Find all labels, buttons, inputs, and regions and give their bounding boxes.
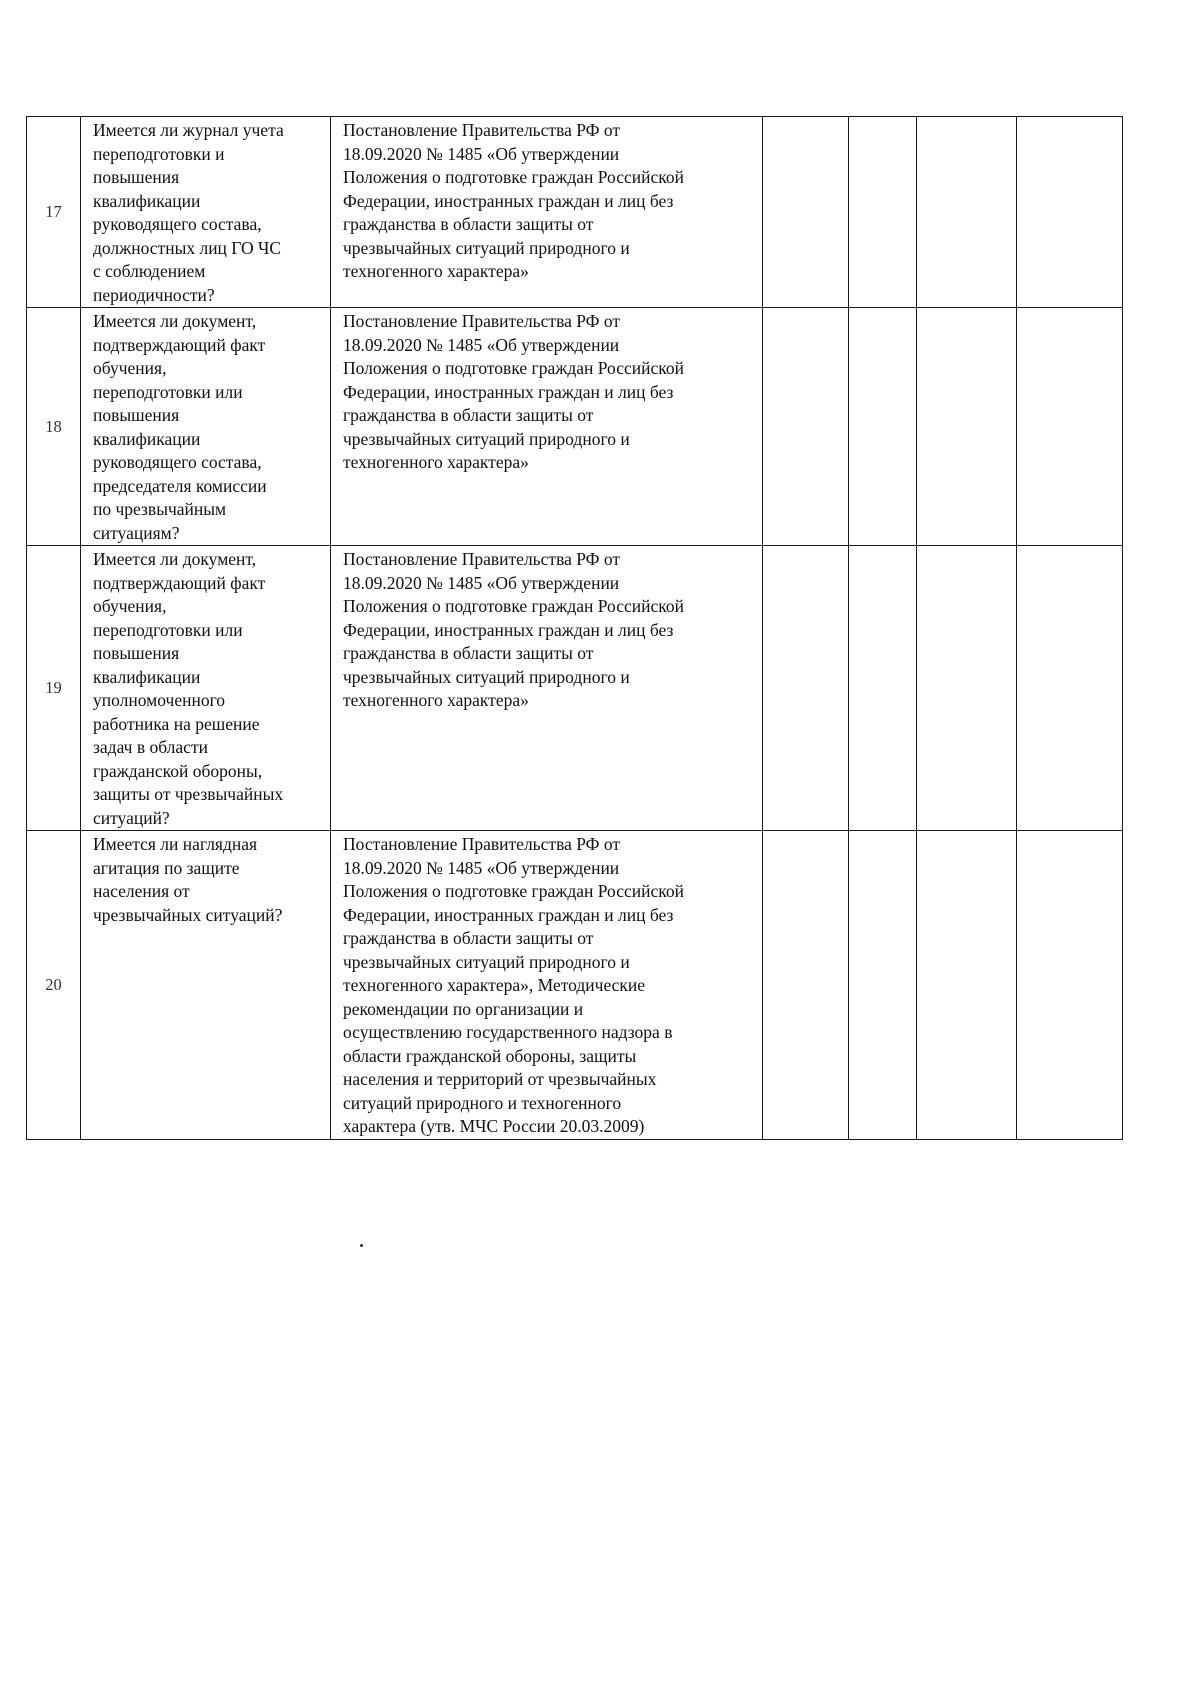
legal-basis-text: Постановление Правительства РФ от 18.09.2020 № 1485 «Об утверждении Положения о подготовке граждан Российской Федерации, иностранных граждан и лиц без гражданства в области защиты от чрезвычайных ситуаций природного и техногенного характера» [343, 120, 684, 281]
question-cell [81, 308, 331, 546]
question-cell [81, 831, 331, 1140]
answer-cell-not-applicable [917, 308, 1017, 546]
legal-basis-cell [331, 117, 763, 308]
table-row [27, 308, 1123, 546]
row-number: 19 [27, 546, 81, 831]
answer-cell-yes [763, 831, 849, 1140]
question-text: Имеется ли наглядная агитация по защите населения от чрезвычайных ситуаций? [93, 834, 283, 925]
legal-basis-text: Постановление Правительства РФ от 18.09.2020 № 1485 «Об утверждении Положения о подготовке граждан Российской Федерации, иностранных граждан и лиц без гражданства в области защиты от чрезвычайных ситуаций природного и техногенного характера», Методические рекомендации по организации и осуществлению государственного надзора в области гражданской обороны, защиты населения и территорий от чрезвычайных ситуаций природного и техногенного характера (утв. МЧС России 20.03.2009) [343, 834, 684, 1136]
scan-speck [360, 1244, 363, 1247]
table-row [27, 831, 1123, 1140]
row-number: 18 [27, 308, 81, 546]
answer-cell-not-applicable [917, 546, 1017, 831]
notes-cell [1017, 831, 1123, 1140]
question-text: Имеется ли документ, подтверждающий факт обучения, переподготовки или повышения квалификации уполномоченного работника на решение задач в области гражданской обороны, защиты от чрезвычайных ситуаций? [93, 549, 284, 828]
checklist-table [26, 116, 1123, 1140]
notes-cell [1017, 308, 1123, 546]
row-number: 17 [27, 117, 81, 308]
notes-cell [1017, 546, 1123, 831]
legal-basis-text: Постановление Правительства РФ от 18.09.2020 № 1485 «Об утверждении Положения о подготовке граждан Российской Федерации, иностранных граждан и лиц без гражданства в области защиты от чрезвычайных ситуаций природного и техногенного характера» [343, 549, 684, 710]
answer-cell-yes [763, 117, 849, 308]
table-row [27, 546, 1123, 831]
answer-cell-no [849, 831, 917, 1140]
legal-basis-cell [331, 308, 763, 546]
question-text: Имеется ли журнал учета переподготовки и повышения квалификации руководящего состава, должностных лиц ГО ЧС с соблюдением периодичности? [93, 120, 284, 305]
answer-cell-yes [763, 308, 849, 546]
answer-cell-not-applicable [917, 831, 1017, 1140]
legal-basis-cell [331, 546, 763, 831]
answer-cell-yes [763, 546, 849, 831]
question-cell [81, 546, 331, 831]
legal-basis-cell [331, 831, 763, 1140]
answer-cell-no [849, 308, 917, 546]
notes-cell [1017, 117, 1123, 308]
row-number: 20 [27, 831, 81, 1140]
question-cell [81, 117, 331, 308]
table-row [27, 117, 1123, 308]
answer-cell-no [849, 546, 917, 831]
answer-cell-no [849, 117, 917, 308]
legal-basis-text: Постановление Правительства РФ от 18.09.2020 № 1485 «Об утверждении Положения о подготовке граждан Российской Федерации, иностранных граждан и лиц без гражданства в области защиты от чрезвычайных ситуаций природного и техногенного характера» [343, 311, 684, 472]
question-text: Имеется ли документ, подтверждающий факт обучения, переподготовки или повышения квалификации руководящего состава, председателя комиссии по чрезвычайным ситуациям? [93, 311, 267, 543]
answer-cell-not-applicable [917, 117, 1017, 308]
